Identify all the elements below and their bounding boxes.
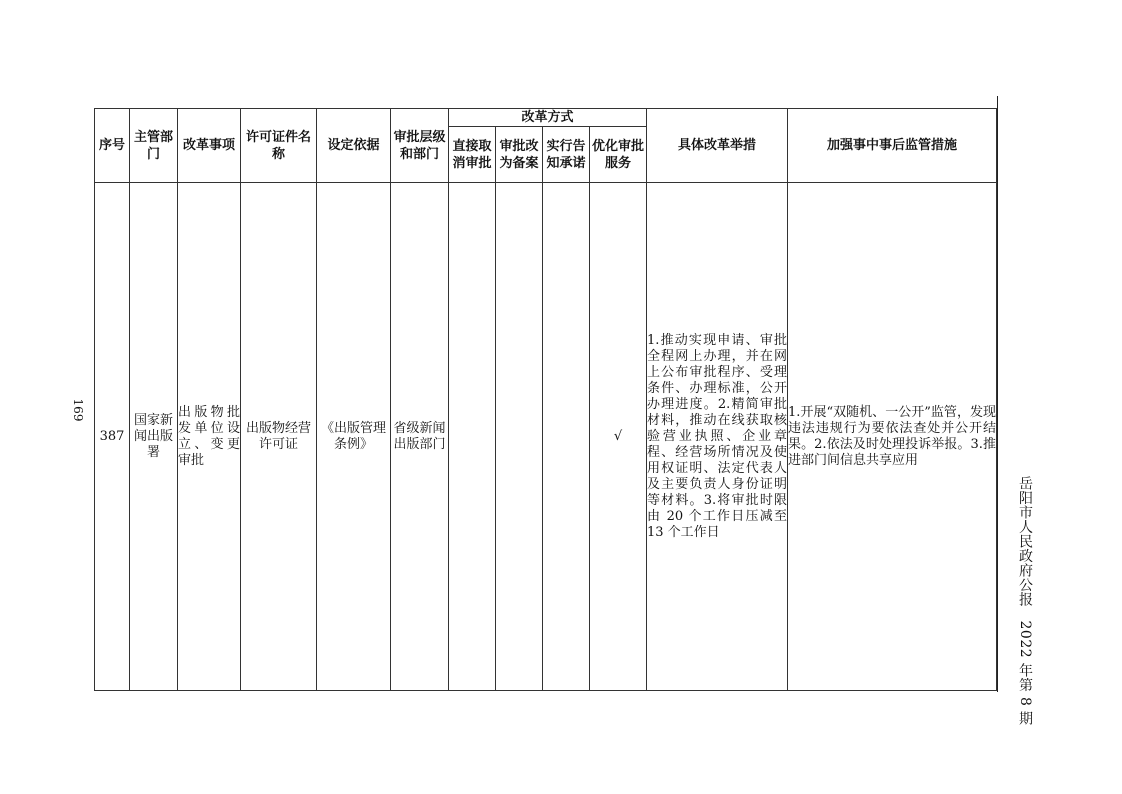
header-license-name: 许可证件名称 bbox=[241, 109, 317, 183]
header-measures: 具体改革举措 bbox=[647, 109, 788, 183]
header-optimize: 优化审批服务 bbox=[590, 127, 647, 183]
header-legal-basis: 设定依据 bbox=[317, 109, 391, 183]
cell-approval-level: 省级新闻出版部门 bbox=[391, 183, 449, 691]
cell-commitment bbox=[543, 183, 590, 691]
cell-seq: 387 bbox=[95, 183, 130, 691]
header-item: 改革事项 bbox=[178, 109, 241, 183]
issue-label: 2022 年第 8 期 bbox=[1017, 620, 1033, 726]
cell-optimize-check: √ bbox=[590, 183, 647, 691]
cell-supervision: 1.开展“双随机、一公开”监管，发现违法违规行为要依法查处并公开结果。2.依法及时处理投诉举报。3.推进部门间信息共享应用 bbox=[788, 183, 997, 691]
header-approval-level: 审批层级和部门 bbox=[391, 109, 449, 183]
header-department: 主管部门 bbox=[130, 109, 178, 183]
reform-catalog-table bbox=[94, 108, 997, 691]
publication-title: 岳阳市人民政府公报 bbox=[1017, 476, 1033, 607]
cell-license-name: 出版物经营许可证 bbox=[241, 183, 317, 691]
cell-item: 出版物批发单位设立、变更审批 bbox=[178, 183, 241, 691]
header-to-filing: 审批改为备案 bbox=[496, 127, 543, 183]
header-seq: 序号 bbox=[95, 109, 130, 183]
header-direct-cancel: 直接取消审批 bbox=[449, 127, 496, 183]
header-reform-group: 改革方式 bbox=[449, 109, 647, 127]
page-number: 169 bbox=[71, 398, 85, 422]
header-commitment: 实行告知承诺 bbox=[543, 127, 590, 183]
cell-measures: 1.推动实现申请、审批全程网上办理，并在网上公布审批程序、受理条件、办理标准，公开办理进度。2.精简审批材料，推动在线获取核验营业执照、企业章程、经营场所情况及使用权证明、法定代表人及主要负责人身份证明等材料。3.将审批时限由 20 个工作日压减至 13 个工作日 bbox=[647, 183, 788, 691]
header-supervision: 加强事中事后监管措施 bbox=[788, 109, 997, 183]
cell-legal-basis: 《出版管理条例》 bbox=[317, 183, 391, 691]
margin-rule bbox=[997, 96, 998, 692]
table-row bbox=[95, 183, 997, 691]
cell-department: 国家新闻出版署 bbox=[130, 183, 178, 691]
cell-to-filing bbox=[496, 183, 543, 691]
running-header bbox=[1015, 476, 1035, 726]
cell-direct-cancel bbox=[449, 183, 496, 691]
